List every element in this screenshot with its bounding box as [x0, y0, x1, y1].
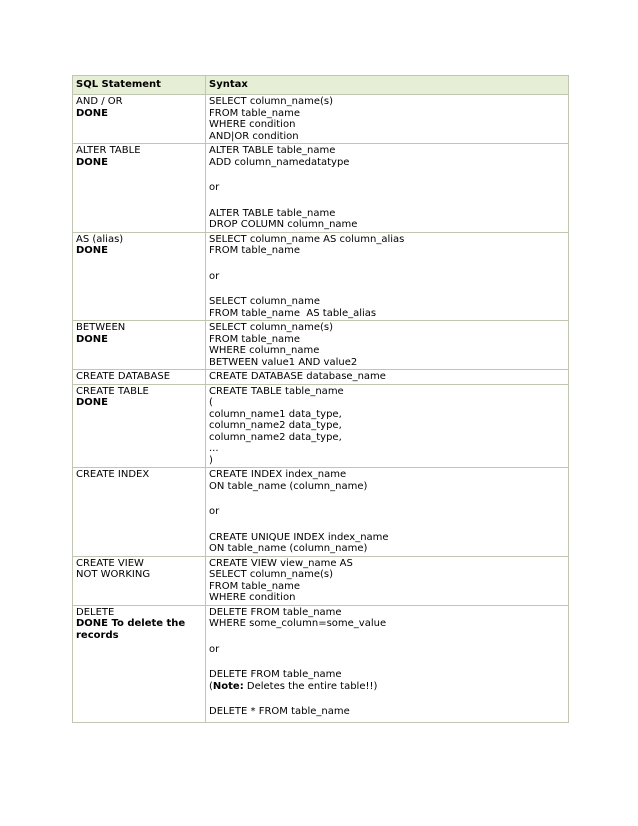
- syntax-line: column_name1 data_type,: [209, 408, 342, 420]
- syntax-line: CREATE VIEW view_name AS: [209, 557, 353, 569]
- statement-name: CREATE INDEX: [76, 469, 150, 480]
- syntax-line: FROM table_name: [209, 580, 301, 592]
- syntax-line: FROM table_name AS table_alias: [209, 307, 377, 319]
- syntax-line: or: [209, 182, 220, 193]
- syntax-cell: [206, 605, 569, 722]
- table-row: [73, 605, 569, 722]
- statement-cell: [73, 556, 206, 605]
- syntax-line: SELECT column_name(s): [209, 96, 334, 107]
- statement-cell: [73, 95, 206, 144]
- statement-name: CREATE DATABASE: [76, 371, 171, 382]
- statement-name: DELETE: [76, 606, 115, 618]
- note-text: Deletes the entire table!!): [243, 680, 378, 692]
- statement-name: ALTER TABLE: [76, 145, 141, 156]
- syntax-cell: [206, 556, 569, 605]
- syntax-line: DELETE FROM table_name: [209, 669, 342, 680]
- table-row: [73, 232, 569, 321]
- statement-cell: [73, 370, 206, 385]
- statement-name: BETWEEN: [76, 322, 126, 333]
- table-row: [73, 468, 569, 557]
- syntax-line: CREATE TABLE table_name: [209, 385, 344, 397]
- syntax-line: DELETE FROM table_name: [209, 606, 342, 618]
- syntax-line: WHERE column_name: [209, 345, 320, 356]
- syntax-line: ALTER TABLE table_name: [209, 207, 336, 219]
- header-syntax: Syntax: [206, 76, 569, 95]
- statement-cell: [73, 468, 206, 557]
- header-sql-statement: SQL Statement: [73, 76, 206, 95]
- syntax-line: BETWEEN value1 AND value2: [209, 356, 358, 368]
- status-label: DONE: [76, 156, 109, 168]
- syntax-note-line: [209, 681, 565, 693]
- syntax-line: ...: [209, 443, 219, 454]
- syntax-line: ADD column_namedatatype: [209, 156, 350, 168]
- syntax-line: column_name2 data_type,: [209, 420, 342, 431]
- status-label: NOT WORKING: [76, 569, 151, 580]
- status-label: DONE: [76, 333, 109, 345]
- syntax-line: FROM table_name: [209, 245, 301, 256]
- statement-cell: [73, 321, 206, 370]
- table-row: [73, 321, 569, 370]
- syntax-line: DROP COLUMN column_name: [209, 219, 358, 230]
- syntax-line: SELECT column_name(s): [209, 569, 334, 580]
- syntax-line: FROM table_name: [209, 333, 301, 345]
- status-label: DONE: [76, 245, 109, 256]
- syntax-line: or: [209, 270, 220, 282]
- syntax-line: SELECT column_name AS column_alias: [209, 233, 405, 245]
- syntax-line: DELETE * FROM table_name: [209, 706, 350, 717]
- syntax-line: SELECT column_name(s): [209, 322, 334, 333]
- statement-cell: [73, 144, 206, 233]
- syntax-line: or: [209, 506, 220, 517]
- statement-cell: [73, 605, 206, 722]
- statement-name: AND / OR: [76, 96, 123, 107]
- note-open-paren: (: [209, 680, 213, 692]
- syntax-cell: [206, 144, 569, 233]
- syntax-cell: [206, 321, 569, 370]
- table-row: [73, 556, 569, 605]
- syntax-cell: [206, 384, 569, 468]
- statement-name: CREATE TABLE: [76, 385, 149, 397]
- syntax-cell: [206, 370, 569, 385]
- syntax-line: CREATE DATABASE database_name: [209, 371, 386, 382]
- table-row: [73, 384, 569, 468]
- syntax-line: (: [209, 397, 213, 408]
- syntax-line: or: [209, 643, 220, 655]
- syntax-line: ON table_name (column_name): [209, 543, 368, 554]
- syntax-line: FROM table_name: [209, 107, 301, 119]
- syntax-line: WHERE condition: [209, 119, 296, 130]
- syntax-line: CREATE INDEX index_name: [209, 469, 347, 480]
- syntax-cell: [206, 95, 569, 144]
- table-row: [73, 144, 569, 233]
- status-label: DONE To delete the records: [76, 618, 186, 641]
- syntax-line: ON table_name (column_name): [209, 480, 368, 492]
- syntax-line: ALTER TABLE table_name: [209, 145, 336, 156]
- status-label: DONE: [76, 107, 109, 119]
- table-header-row: [73, 76, 569, 95]
- statement-name: AS (alias): [76, 233, 124, 245]
- statement-name: CREATE VIEW: [76, 557, 144, 569]
- syntax-line: CREATE UNIQUE INDEX index_name: [209, 531, 389, 543]
- statement-cell: [73, 232, 206, 321]
- table-row: [73, 95, 569, 144]
- statement-cell: [73, 384, 206, 468]
- syntax-line: SELECT column_name: [209, 296, 320, 307]
- syntax-line: WHERE condition: [209, 592, 296, 603]
- syntax-line: WHERE some_column=some_value: [209, 618, 387, 629]
- syntax-cell: [206, 232, 569, 321]
- table-row: [73, 370, 569, 385]
- syntax-cell: [206, 468, 569, 557]
- syntax-line: column_name2 data_type,: [209, 431, 342, 443]
- sql-reference-table: [72, 75, 569, 723]
- syntax-line: ): [209, 454, 213, 466]
- note-label: Note:: [212, 680, 244, 692]
- status-label: DONE: [76, 397, 109, 408]
- syntax-line: AND|OR condition: [209, 130, 299, 142]
